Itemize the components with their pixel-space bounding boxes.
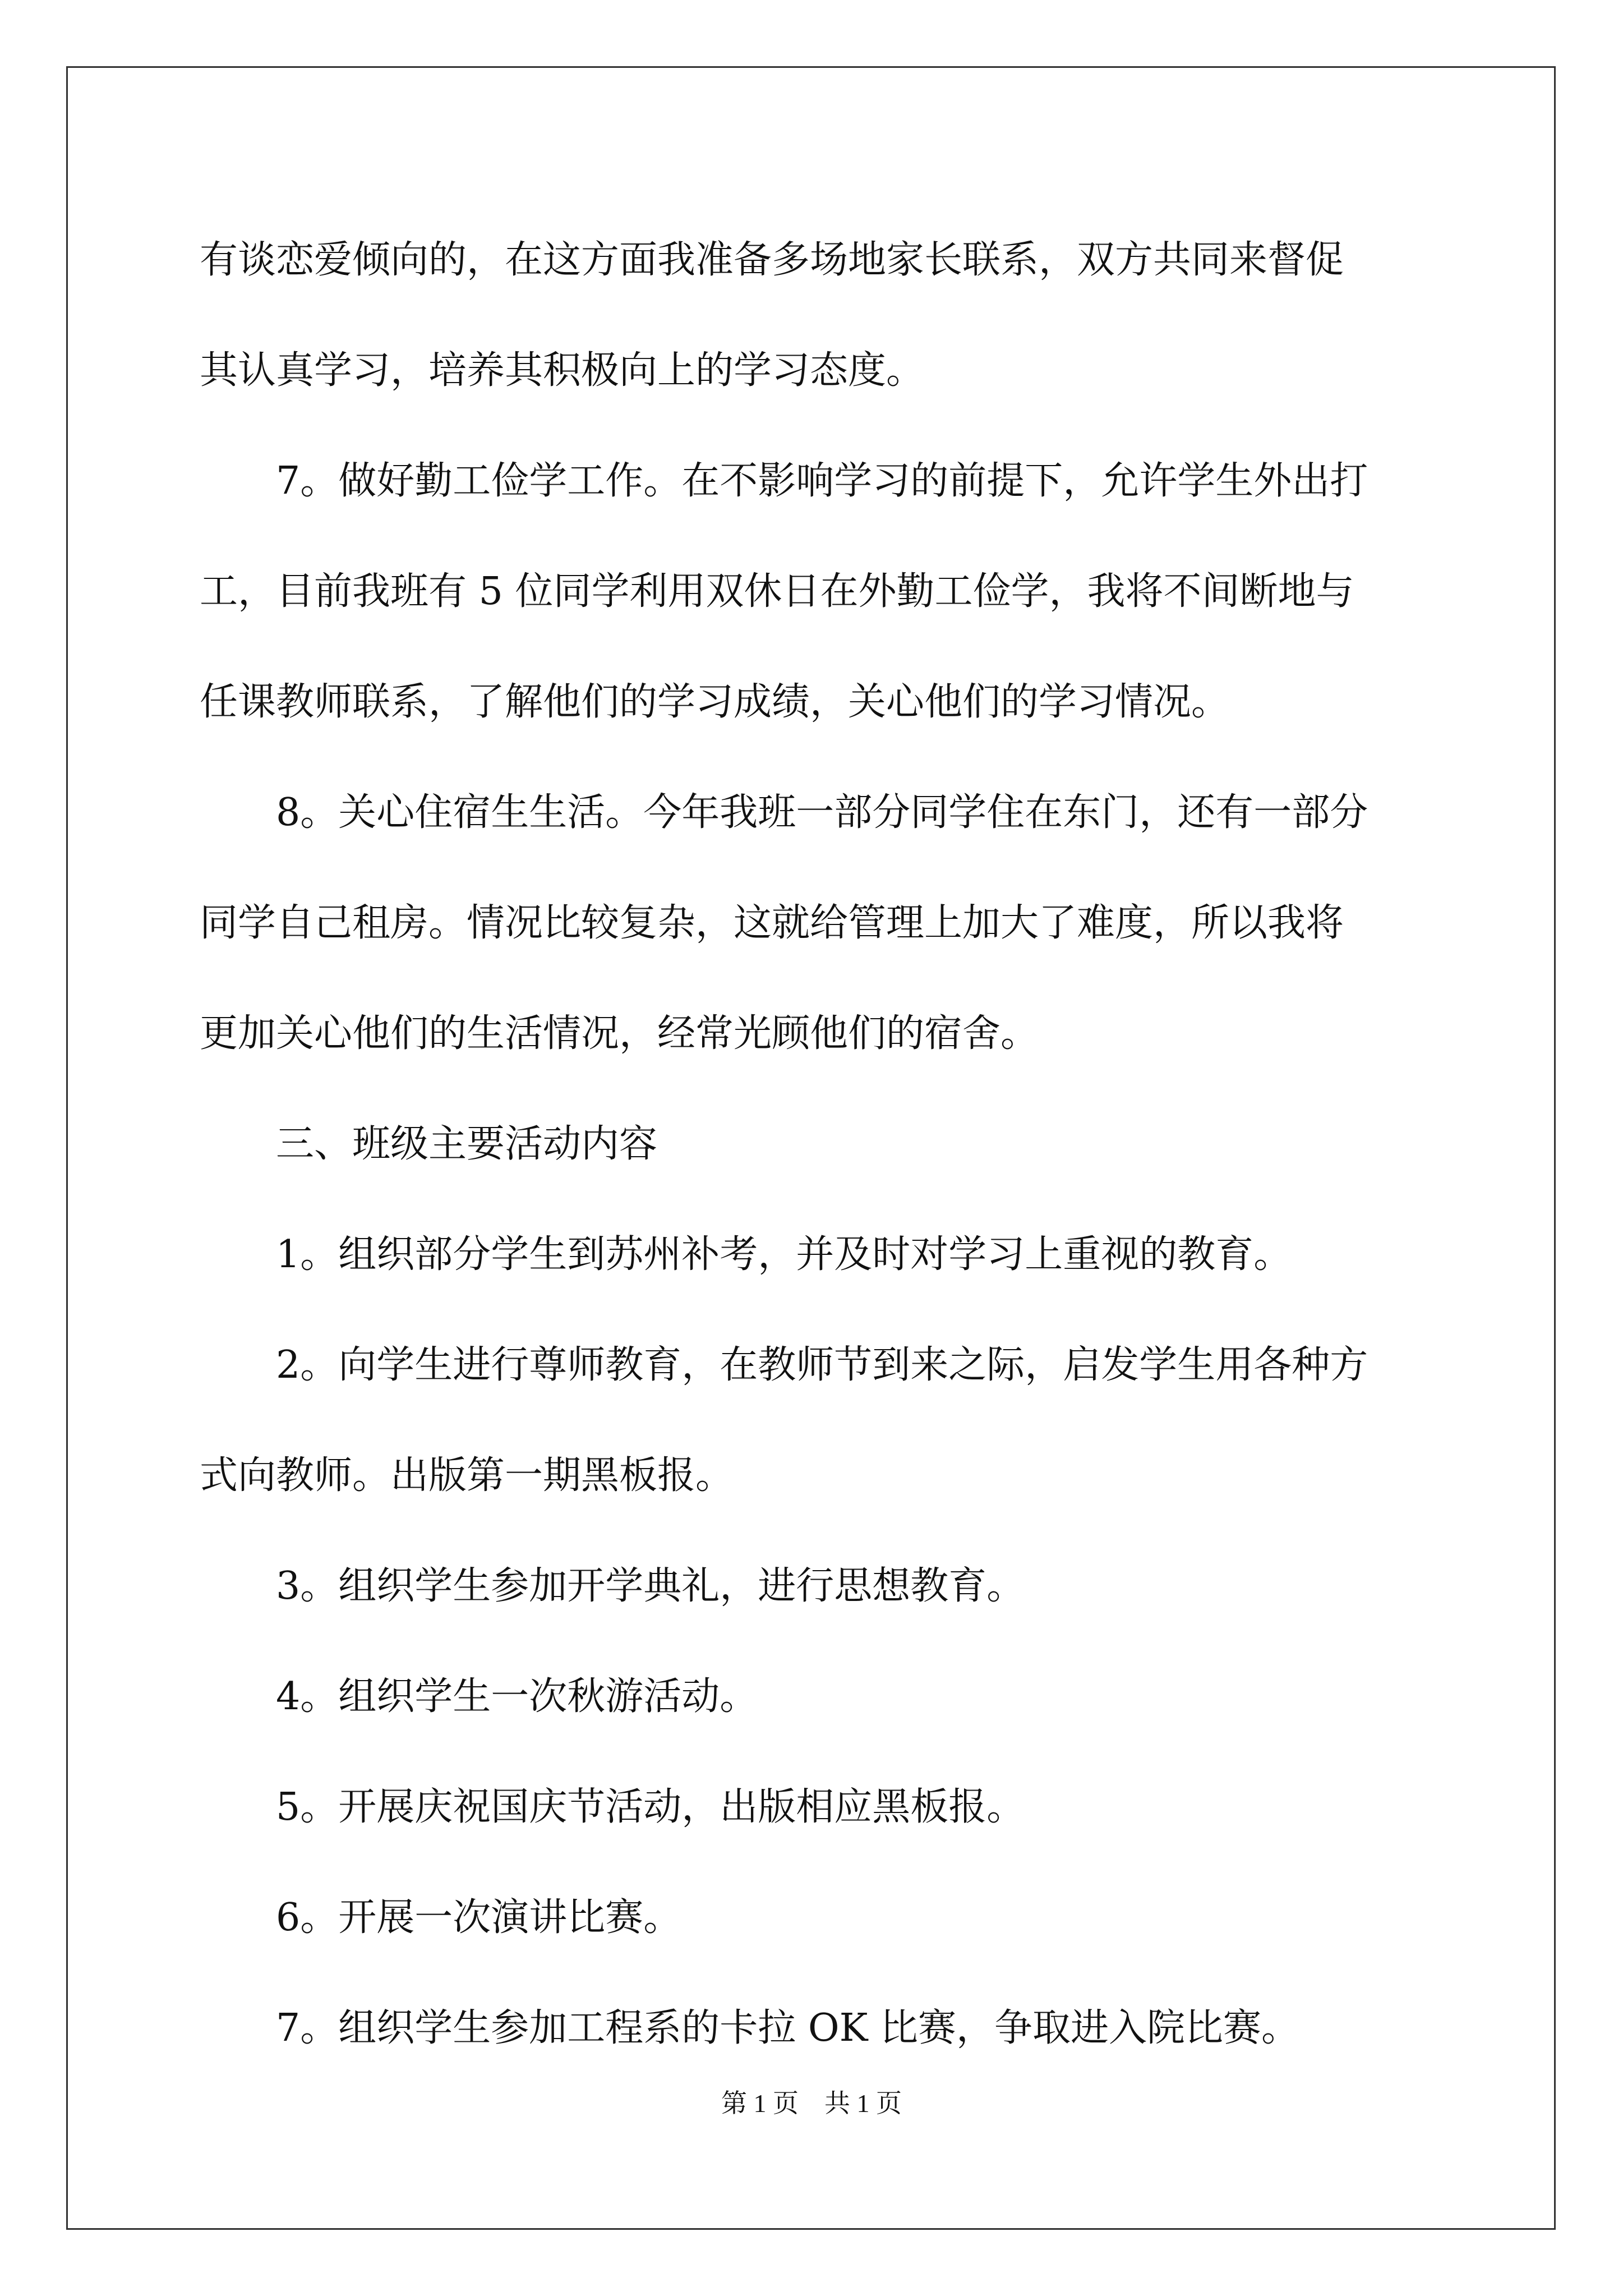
document-body [200,205,1428,2083]
text-line: 工，目前我班有 5 位同学利用双休日在外勤工俭学，我将不间断地与 [200,569,1354,614]
page-number: 第 1 页 [721,2089,799,2118]
text-line: 其认真学习，培养其积极向上的学习态度。 [200,348,925,393]
text-line: 任课教师联系，了解他们的学习成绩，关心他们的学习情况。 [200,680,1230,724]
text-line: 8。关心住宿生生活。今年我班一部分同学住在东门，还有一部分 [276,790,1368,835]
text-line: 同学自己租房。情况比较复杂，这就给管理上加大了难度，所以我将 [200,901,1344,945]
page-footer [0,2087,1623,2120]
text-line: 7。做好勤工俭学工作。在不影响学习的前提下，允许学生外出打 [276,459,1368,503]
section-heading: 三、班级主要活动内容 [276,1122,658,1166]
text-line: 更加关心他们的生活情况，经常光顾他们的宿舍。 [200,1011,1039,1056]
text-line: 式向教师。出版第一期黑板报。 [200,1453,734,1498]
list-item: 2。向学生进行尊师教育，在教师节到来之际，启发学生用各种方 [276,1343,1368,1387]
list-item: 5。开展庆祝国庆节活动，出版相应黑板报。 [276,1785,1025,1829]
text-line: 有谈恋爱倾向的，在这方面我准备多场地家长联系，双方共同来督促 [200,238,1344,282]
list-item: 6。开展一次演讲比赛。 [276,1895,682,1940]
list-item: 7。组织学生参加工程系的卡拉 OK 比赛，争取进入院比赛。 [276,2006,1300,2050]
list-item: 3。组织学生参加开学典礼，进行思想教育。 [276,1564,1025,1608]
list-item: 4。组织学生一次秋游活动。 [276,1674,758,1719]
page-total: 共 1 页 [824,2089,902,2118]
list-item: 1。组织部分学生到苏州补考，并及时对学习上重视的教育。 [276,1232,1292,1277]
